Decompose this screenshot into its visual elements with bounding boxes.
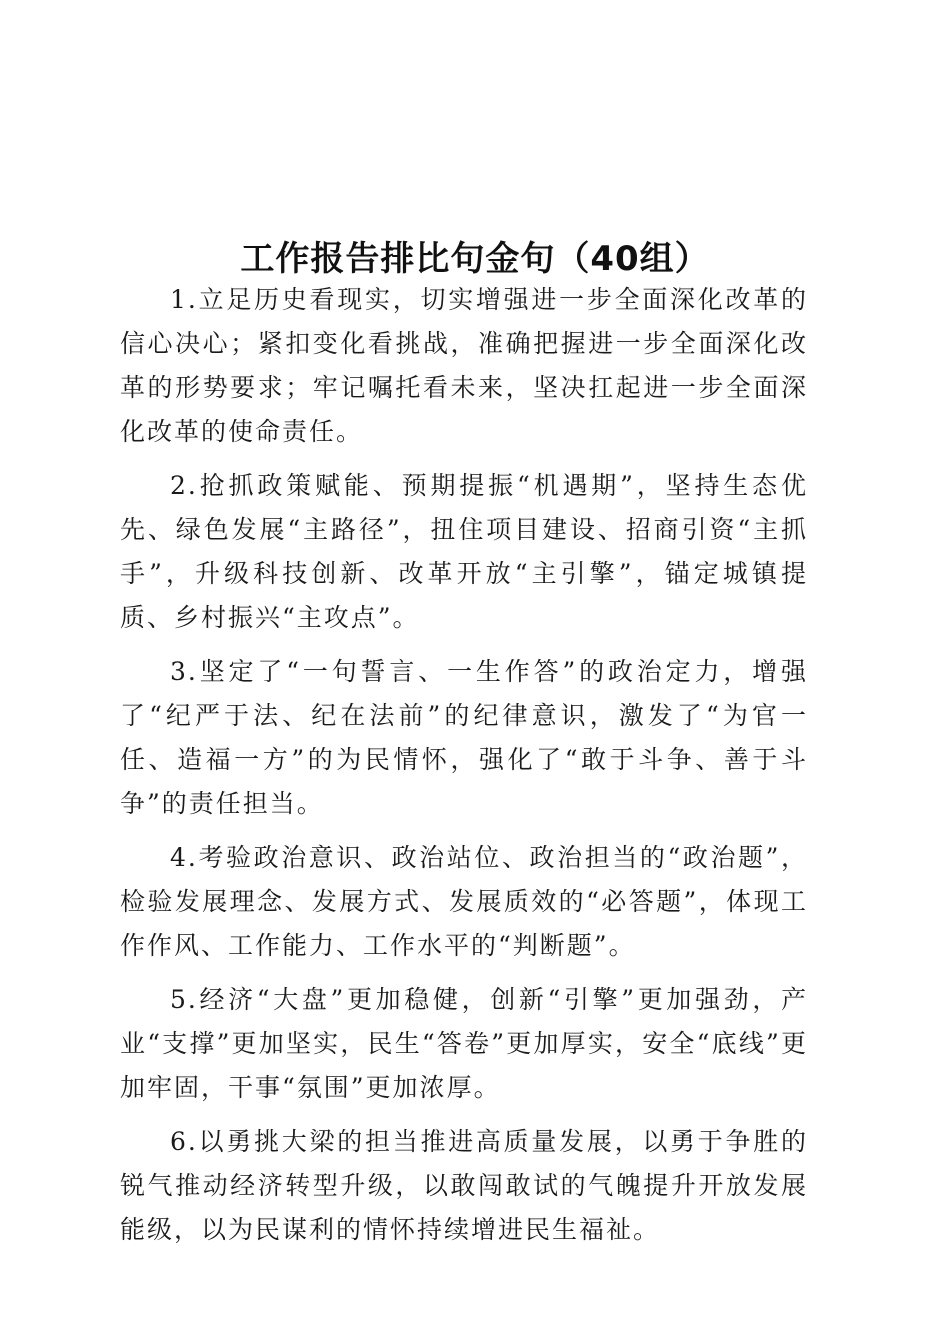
document-title: 工作报告排比句金句（40组） bbox=[240, 238, 710, 279]
paragraph-5: 5.经济“大盘”更加稳健，创新“引擎”更加强劲，产业“支撑”更加坚实，民生“答卷”更加厚实，安全“底线”更加牢固，干事“氛围”更加浓厚。 bbox=[120, 985, 808, 1102]
paragraph-2: 2.抢抓政策赋能、预期提振“机遇期”，坚持生态优先、绿色发展“主路径”，扭住项目建设、招商引资“主抓手”，升级科技创新、改革开放“主引擎”，锚定城镇提质、乡村振兴“主攻点”。 bbox=[120, 471, 808, 632]
paragraph-4: 4.考验政治意识、政治站位、政治担当的“政治题”，检验发展理念、发展方式、发展质效的“必答题”，体现工作作风、工作能力、工作水平的“判断题”。 bbox=[120, 843, 808, 960]
paragraph-3: 3.坚定了“一句誓言、一生作答”的政治定力，增强了“纪严于法、纪在法前”的纪律意识，激发了“为官一任、造福一方”的为民情怀，强化了“敢于斗争、善于斗争”的责任担当。 bbox=[120, 657, 808, 818]
paragraph-6: 6.以勇挑大梁的担当推进高质量发展，以勇于争胜的锐气推动经济转型升级，以敢闯敢试的气魄提升开放发展能级，以为民谋利的情怀持续增进民生福祉。 bbox=[120, 1127, 808, 1244]
paragraph-1: 1.立足历史看现实，切实增强进一步全面深化改革的信心决心；紧扣变化看挑战，准确把握进一步全面深化改革的形势要求；牢记嘱托看未来，坚决扛起进一步全面深化改革的使命责任。 bbox=[120, 285, 808, 446]
document-body bbox=[120, 278, 808, 1262]
